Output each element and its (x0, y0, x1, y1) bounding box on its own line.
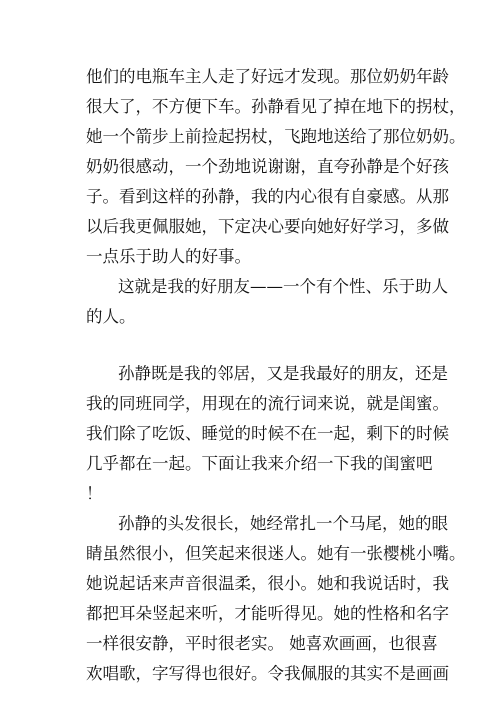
text-line: 孙静的头发很长，她经常扎一个马尾，她的眼 (118, 514, 448, 533)
text-line: 几乎都在一起。下面让我来介绍一下我的闺蜜吧 (86, 454, 433, 473)
paragraph (86, 359, 449, 509)
text-section-2 (86, 359, 466, 689)
text-line: 一样很安静，平时很老实。 她喜欢画画，也很喜 (86, 634, 438, 653)
paragraph (86, 62, 466, 272)
text-line: 她说起话来声音很温柔，很小。她和我说话时，我 (86, 574, 449, 593)
text-line: 我们除了吃饭、睡觉的时候不在一起，剩下的时候 (86, 424, 449, 443)
text-line: 奶奶很感动，一个劲地说谢谢，直夸孙静是个好孩 (86, 157, 449, 176)
text-line: 她一个箭步上前捡起拐杖，飞跑地送给了那位奶奶。 (86, 127, 466, 146)
text-line: 很大了，不方便下车。孙静看见了掉在地下的拐杖， (86, 97, 466, 116)
text-line: 一点乐于助人的好事。 (86, 247, 251, 266)
text-section-1 (86, 62, 466, 332)
text-line: 的人。 (86, 307, 136, 326)
text-line: 他们的电瓶车主人走了好远才发现。那位奶奶年龄 (86, 67, 449, 86)
text-line: 这就是我的好朋友——一个有个性、乐于助人 (118, 277, 448, 296)
text-line: 子。看到这样的孙静，我的内心很有自豪感。从那 (86, 187, 449, 206)
text-line: 睛虽然很小，但笑起来很迷人。她有一张樱桃小嘴。 (86, 544, 466, 563)
text-line: ！ (86, 484, 103, 503)
paragraph (86, 509, 466, 689)
paragraph (86, 272, 448, 332)
text-line: 欢唱歌，字写得也很好。令我佩服的其实不是画画 (86, 664, 449, 683)
text-line: 都把耳朵竖起来听，才能听得见。她的性格和名字 (86, 604, 449, 623)
text-line: 以后我更佩服她，下定决心要向她好好学习，多做 (86, 217, 449, 236)
text-line: 孙静既是我的邻居，又是我最好的朋友，还是 (118, 364, 448, 383)
text-line: 我的同班同学，用现在的流行词来说，就是闺蜜。 (86, 394, 449, 413)
